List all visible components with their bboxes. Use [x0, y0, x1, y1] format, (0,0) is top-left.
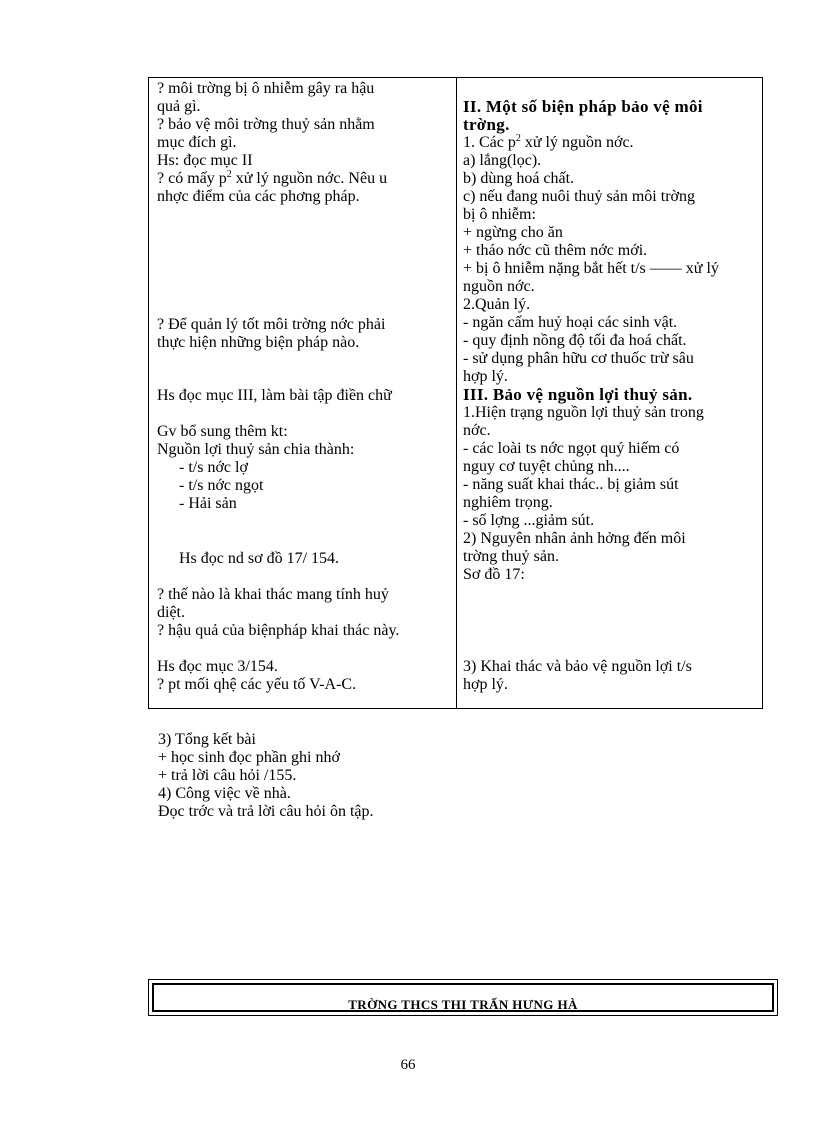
- summary-line: 4) Công việc về nhà.: [158, 785, 291, 802]
- left-line: quả gì.: [157, 98, 201, 115]
- left-line: mục đích gì.: [157, 134, 237, 151]
- left-line: Nguồn lợi thuỷ sản chia thành:: [157, 441, 355, 458]
- right-line: 2) Nguyên nhân ảnh hởng đến môi: [463, 530, 686, 547]
- left-line: ? bảo vệ môi trờng thuỷ sản nhằm: [157, 116, 375, 133]
- summary-line: Đọc trớc và trả lời câu hỏi ôn tập.: [158, 803, 374, 820]
- right-line: - quy định nồng độ tối đa hoá chất.: [463, 332, 687, 349]
- right-line: + tháo nớc cũ thêm nớc mới.: [463, 242, 648, 259]
- activities-column: [149, 78, 457, 708]
- right-line: nớc.: [463, 422, 491, 439]
- right-line: hợp lý.: [463, 676, 508, 693]
- right-line: hợp lý.: [463, 368, 508, 385]
- right-line: nguy cơ tuyệt chủng nh....: [463, 458, 630, 475]
- right-line: trờng thuỷ sản.: [463, 548, 560, 565]
- school-footer: [148, 979, 778, 1016]
- page-number: 66: [400, 1057, 416, 1073]
- left-line: Gv bổ sung thêm kt:: [157, 423, 288, 440]
- right-line: + ngừng cho ăn: [463, 224, 563, 241]
- left-line: ? pt mối qhệ các yếu tố V-A-C.: [157, 676, 357, 693]
- right-line: a) lắng(lọc).: [463, 152, 542, 169]
- left-line: diệt.: [157, 604, 185, 621]
- lesson-table: [148, 77, 763, 709]
- right-line: - các loài ts nớc ngọt quý hiếm có: [463, 440, 680, 457]
- right-line: 2.Quản lý.: [463, 296, 531, 313]
- left-line: nhợc điểm của các phơng pháp.: [157, 188, 360, 205]
- right-line: Sơ đồ 17:: [463, 566, 525, 583]
- right-line: 3) Khai thác và bảo vệ nguồn lợi t/s: [463, 658, 692, 675]
- right-line: c) nếu đang nuôi thuỷ sản môi trờng: [463, 188, 695, 205]
- right-line: nghiêm trọng.: [463, 494, 553, 511]
- left-line: Hs đọc mục III, làm bài tập điền chữ: [157, 387, 392, 404]
- content-column: [457, 78, 762, 708]
- right-line: b) dùng hoá chất.: [463, 170, 575, 187]
- right-line: + bị ô hniễm nặng bắt hết t/s —— xử lý: [463, 260, 719, 277]
- left-line: - Hải sản: [179, 495, 237, 512]
- right-line: - năng suất khai thác.. bị giảm sút: [463, 476, 679, 493]
- left-line: thực hiện những biện pháp nào.: [157, 334, 360, 351]
- right-line: 1.Hiện trạng nguồn lợi thuỷ sản trong: [463, 404, 704, 421]
- left-line: Hs đọc nd sơ đồ 17/ 154.: [179, 550, 340, 567]
- left-line: ? môi trờng bị ô nhiễm gây ra hậu: [157, 80, 375, 97]
- section-heading: II. Một số biện pháp bảo vệ môi: [463, 97, 703, 116]
- right-line: - sử dụng phân hữu cơ thuốc trừ sâu: [463, 350, 694, 367]
- left-line: Hs: đọc mục II: [157, 152, 253, 169]
- left-line: - t/s nớc ngọt: [179, 477, 264, 494]
- section-heading: III. Bảo vệ nguồn lợi thuỷ sản.: [463, 385, 693, 404]
- summary-line: + trả lời câu hỏi /155.: [158, 767, 297, 784]
- right-line: bị ô nhiễm:: [463, 206, 536, 223]
- left-line: - t/s nớc lợ: [179, 459, 248, 476]
- right-line: - số lợng ...giảm sút.: [463, 512, 595, 529]
- summary-line: 3) Tổng kết bài: [158, 731, 256, 748]
- right-line: - ngăn cấm huỷ hoại các sinh vật.: [463, 314, 678, 331]
- left-line: ? Để quản lý tốt môi trờng nớc phải: [157, 316, 386, 333]
- school-name: TRỜNG THCS THỊ TRẤN HƯNG HÀ: [348, 997, 578, 1012]
- left-line: ? có mấy $p^2$ xử lý nguồn nớc. Nêu u: [157, 169, 388, 187]
- right-line: 1. Các $p^2$ xử lý nguồn nớc.: [463, 133, 634, 151]
- section-heading: trờng.: [463, 115, 510, 134]
- left-line: ? thế nào là khai thác mang tính huỷ: [157, 586, 389, 603]
- left-line: Hs đọc mục 3/154.: [157, 658, 278, 675]
- left-line: ? hậu quả của biệnpháp khai thác này.: [157, 622, 400, 639]
- summary-line: + học sinh đọc phần ghi nhớ: [158, 749, 340, 766]
- right-line: nguồn nớc.: [463, 278, 535, 295]
